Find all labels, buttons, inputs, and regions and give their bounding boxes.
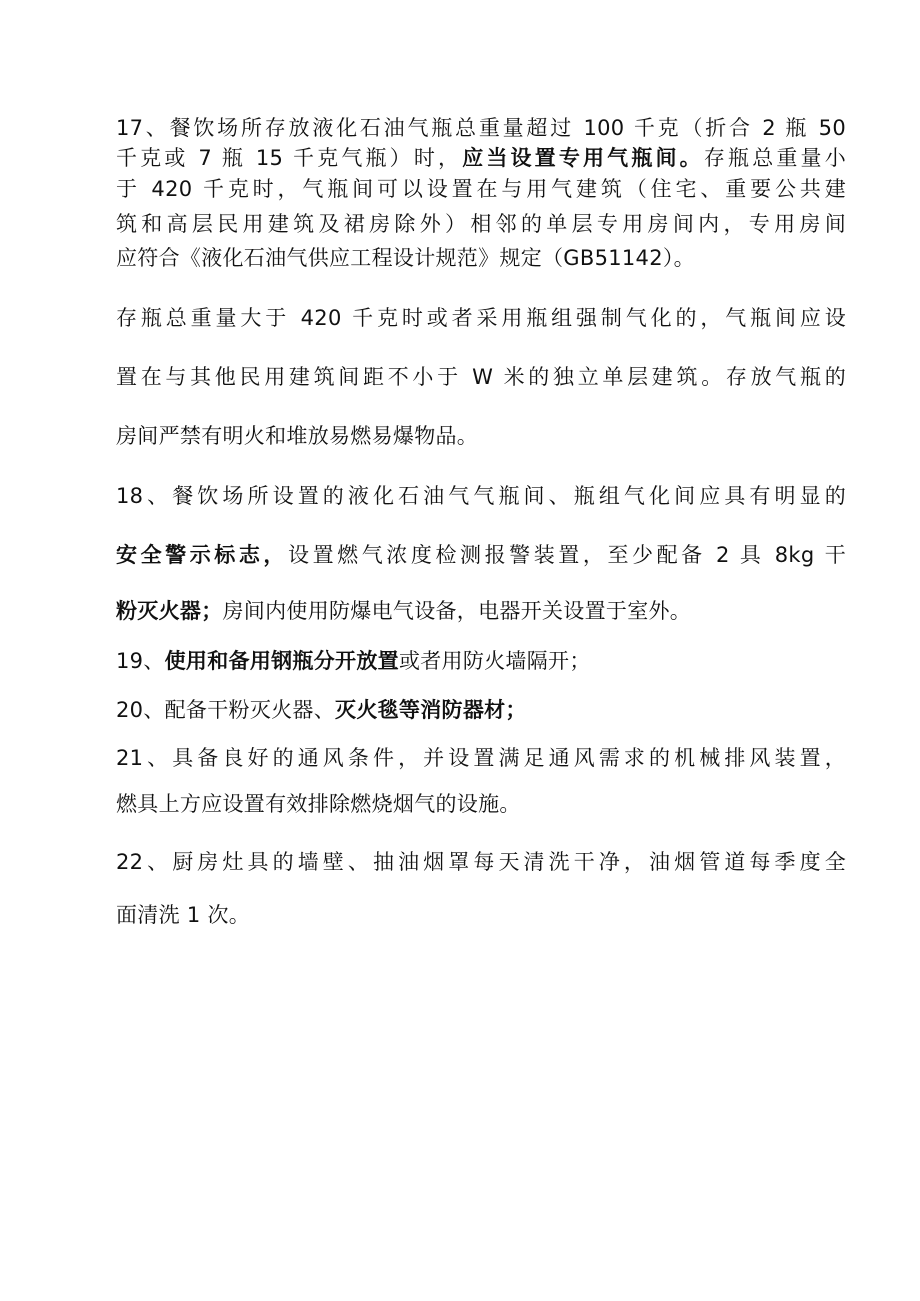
item-18-emphasis-2: 粉灭火器；: [116, 599, 223, 623]
item-19-text: 或者用防火墙隔开；: [398, 649, 591, 673]
item-17-line-2: [116, 144, 846, 172]
item-17-line-5: 应符合《液化石油气供应工程设计规范》规定（GB51142）。: [116, 246, 695, 270]
item-17-line-1: 17、餐饮场所存放液化石油气瓶总重量超过 100 千克（折合 2 瓶 50: [116, 116, 846, 140]
item-17b-line-3: 房间严禁有明火和堆放易燃易爆物品。: [116, 424, 479, 448]
item-17-line-2-text-c: 存瓶总重量小: [703, 146, 846, 170]
item-22-line-2: 面清洗 1 次。: [116, 903, 251, 927]
item-22-line-1: 22、厨房灶具的墙壁、抽油烟罩每天清洗干净，油烟管道每季度全: [116, 850, 846, 874]
item-18-emphasis-1: 安全警示标志，: [116, 543, 289, 567]
item-19-emphasis: 使用和备用钢瓶分开放置: [164, 649, 399, 673]
item-17-emphasis: 应当设置专用气瓶间。: [462, 146, 704, 170]
item-21-line-2: 燃具上方应设置有效排除燃烧烟气的设施。: [116, 792, 521, 816]
item-18-line-3-text: 房间内使用防爆电气设备，电器开关设置于室外。: [222, 599, 692, 623]
item-18-line-2-text: 设置燃气浓度检测报警装置，至少配备 2 具 8kg 干: [288, 543, 847, 567]
item-17b-line-2: 置在与其他民用建筑间距不小于 W 米的独立单层建筑。存放气瓶的: [116, 365, 846, 389]
item-17b-line-1: 存瓶总重量大于 420 千克时或者采用瓶组强制气化的，气瓶间应设: [116, 306, 846, 330]
item-18-line-2: [116, 541, 846, 569]
item-17-line-4: 筑和高层民用建筑及裙房除外）相邻的单层专用房间内，专用房间: [116, 212, 846, 236]
item-20-line: [116, 696, 846, 724]
item-21-line-1: 21、具备良好的通风条件，并设置满足通风需求的机械排风装置，: [116, 746, 846, 770]
item-20-text: 20、配备干粉灭火器、: [116, 698, 336, 722]
item-19-line: [116, 647, 846, 675]
item-18-line-3: [116, 597, 846, 625]
item-17-line-2-text-a: 千克或 7 瓶 15 千克气瓶）时，: [116, 146, 463, 170]
item-18-line-1: 18、餐饮场所设置的液化石油气气瓶间、瓶组气化间应具有明显的: [116, 484, 846, 508]
item-19-number: 19、: [116, 649, 165, 673]
item-20-emphasis: 灭火毯等消防器材；: [335, 698, 527, 722]
item-17-line-3: 于 420 千克时，气瓶间可以设置在与用气建筑（住宅、重要公共建: [116, 177, 846, 201]
